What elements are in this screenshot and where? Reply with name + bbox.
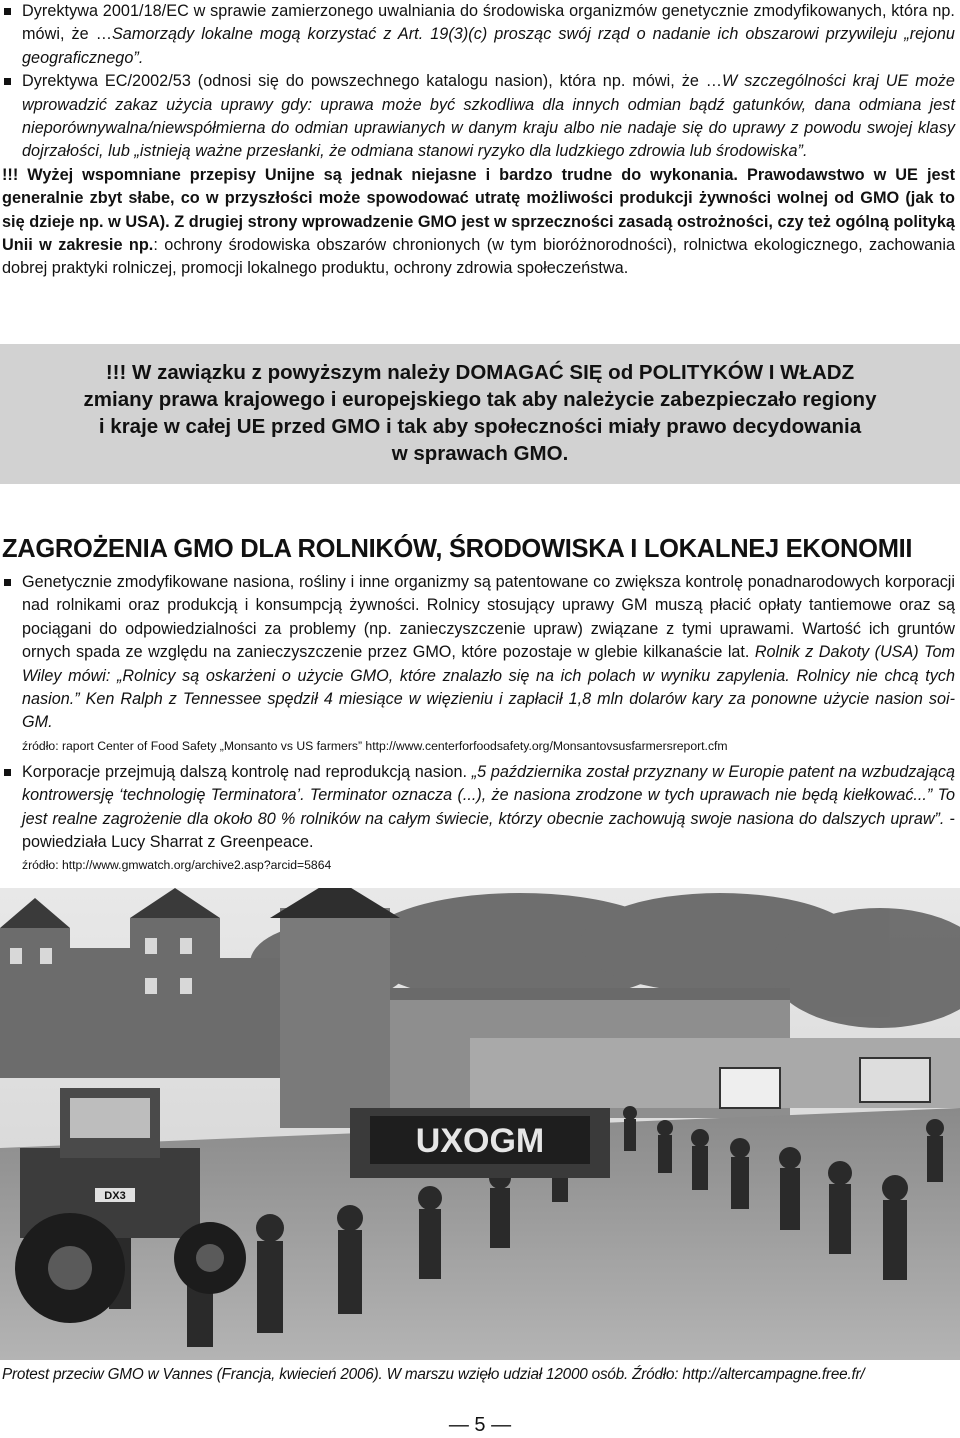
directive-list xyxy=(2,0,955,164)
quote-attribution: - powiedziała Lucy Sharrat z Greenpeace. xyxy=(22,809,956,852)
photo-caption: Protest przeciw GMO w Vannes (Francja, kwiecień 2006). W marszu wzięło udział 12000 osób. Źródło: http://altercampagne.free.fr/ xyxy=(2,1366,865,1383)
page-number: — 5 — xyxy=(448,1414,512,1436)
regulations-comment xyxy=(2,164,955,281)
callout-line: !!! W zawiązku z powyższym należy DOMAGAĆ SIĘ od POLITYKÓW I WŁADZ xyxy=(105,361,855,384)
regulations-comment-tail: : ochrony środowiska obszarów chronionych (w tym bioróżnorodności), rolnictwa ekologicznego, zachowania dobrej praktyki rolniczej, promocji lokalnego produktu, ochrony zdrowia społeczeństwa. xyxy=(2,236,955,278)
source-note: źródło: http://www.gmwatch.org/archive2.asp?arcid=5864 xyxy=(22,858,332,873)
callout-line: w sprawach GMO. xyxy=(391,442,569,465)
directive-2002-53-item xyxy=(2,70,955,164)
directive-2001-18-item xyxy=(2,0,955,70)
tractor-badge-text: DX3 xyxy=(104,1190,126,1202)
directive-2002-53-quote: W szczególności kraj UE może wprowadzić zakaz użycia uprawy gdy: uprawa może być szkodliwa dla innych odmian bądź gatunków, dana odmiana jest nieporównywalna/niewspółmierna do odmian uprawianych w danym kraju albo nie nadaje się do uprawy z powodu swojej klasy dojrzałości, lub „istnieją ważne przesłanki, że odmiana stanowi ryzyko dla ludzkiego zdrowia lub środowiska”. xyxy=(22,72,955,161)
farmers-quote: Rolnik z Dakoty (USA) Tom Wiley mówi: „Rolnicy są oskarżeni o użycie GMO, które znalazło się na ich polach w wyniku zapylenia. Rolnicy nie chcą tych nasion.” Ken Ralph z Tennessee spędził 4 miesiące w więzieniu i zapłacił 1,8 mln dolarów kary za ponowne użycie nasion soi-GM. xyxy=(22,643,955,732)
demand-callout-box xyxy=(0,344,960,484)
source-note: źródło: raport Center of Food Safety „Monsanto vs US farmers” http://www.centerforfoodsafety.org/Monsantovsusfarmersreport.cfm xyxy=(22,738,728,753)
callout-line: i kraje w całej UE przed GMO i tak aby społeczności miały prawo decydowania xyxy=(98,415,862,438)
terminator-quote: „5 października został przyznany w Europie patent na wzbudzającą kontrowersję ‘technologię Terminatora’. Terminator oznacza (...), że nasiona zrodzone w tych uprawach nie będą kiełkować...” To jest realne zagrożenie dla około 80 % rolników na całym świecie, którzy obecnie zachowują swoje nasiona do dalszych upraw”. xyxy=(22,762,955,828)
protest-photo xyxy=(0,888,960,1360)
terminator-risk-text: Korporacje przejmują dalszą kontrolę nad reprodukcją nasion. xyxy=(22,762,472,781)
directive-2002-53-text: Dyrektywa EC/2002/53 (odnosi się do powszechnego katalogu nasion), która np. mówi, że … xyxy=(22,72,723,91)
regulations-comment-main: !!! Wyżej wspomniane przepisy Unijne są jednak niejasne i bardzo trudne do wykonania. Prawodawstwo w UE jest generalnie zbyt słabe, co w przyszłości może spowodować utratę możliwości produkcji żywności wolnej od GMO (jak to się dzieje np. w USA). Z drugiej strony wprowadzenie GMO jest w sprzeczności zasadą ostrożności, czy też ogólną polityką Unii w zakresie np. xyxy=(2,165,955,255)
risks-list xyxy=(2,571,955,874)
patents-risk-item xyxy=(2,571,955,755)
section-title: ZAGROŻENIA GMO DLA ROLNIKÓW, ŚRODOWISKA I LOKALNEJ EKONOMII xyxy=(2,535,913,563)
directive-2001-18-quote: Samorządy lokalne mogą korzystać z Art. 19(3)(c) prosząc swój rząd o nadanie ich obszarowi przywileju „rejonu geograficznego”. xyxy=(22,25,955,67)
patents-risk-text: Genetycznie zmodyfikowane nasiona, rośliny i inne organizmy są patentowane co zwiększa kontrolę ponadnarodowych korporacji nad rolnikami oraz produkcją i konsumpcją żywności. Rolnicy stosujący uprawy GM muszą płacić opłaty tantiemowe oraz są pociągani do odpowiedzialności za problemy (np. zanieczyszczenie upraw) związane z tymi uprawami. Wartość ich gruntów ornych spada ze względu na zanieczyszczenie przez GMO, które pozostaje w glebie kilkanaście lat. xyxy=(22,573,955,662)
trailer-banner-text: UXOGM xyxy=(415,1122,545,1160)
eu-directives-section xyxy=(2,0,955,281)
directive-2001-18-text: Dyrektywa 2001/18/EC w sprawie zamierzonego uwalniania do środowiska organizmów genetycznie zmodyfikowanych, która np. mówi, że … xyxy=(22,2,955,44)
callout-line: zmiany prawa krajowego i europejskiego tak aby należycie zabezpieczało regiony xyxy=(83,388,877,411)
terminator-risk-item xyxy=(2,761,955,875)
gmo-risks-section xyxy=(2,571,955,880)
